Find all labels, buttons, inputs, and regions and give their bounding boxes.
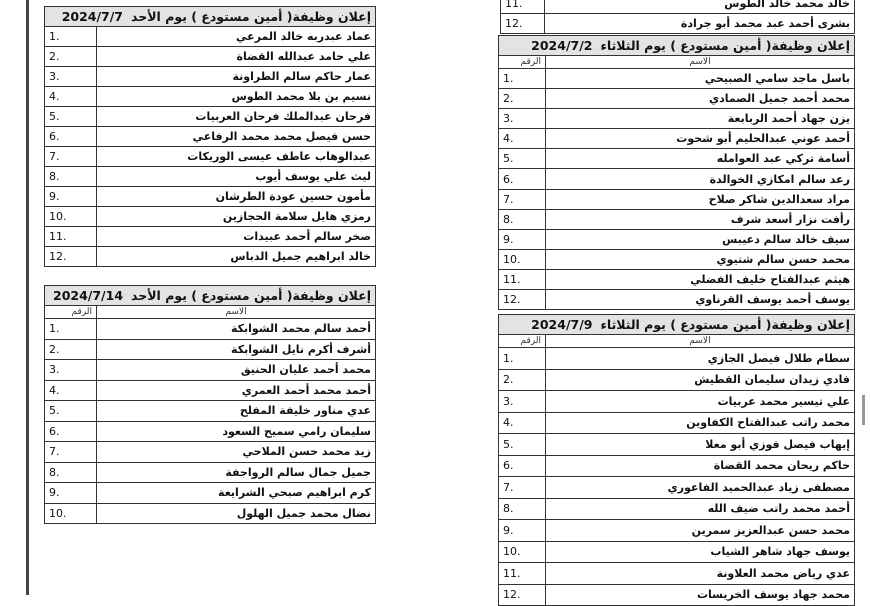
table-row (501, 0, 855, 14)
name-cell: فادي زيدان سليمان القطيش (546, 369, 855, 391)
name-cell: عدي رياض محمد العلاونة (546, 563, 855, 585)
page-right-edge-mark (862, 395, 865, 425)
table-row (499, 229, 855, 249)
name-cell: يوسف أحمد يوسف القرناوي (546, 290, 855, 310)
table-row (45, 319, 376, 340)
table-row (45, 360, 376, 381)
name-cell: نضال محمد جميل الهلول (97, 503, 376, 524)
announcement-table-t1 (44, 6, 376, 267)
name-cell: مأمون حسين عودة الطرشان (97, 187, 376, 207)
name-cell: خالد ابراهيم جميل الدباس (97, 247, 376, 267)
table-title-date: 2024/7/7 (61, 9, 124, 24)
table-row (499, 541, 855, 563)
table-row (45, 247, 376, 267)
num-cell: 1. (45, 319, 97, 340)
num-cell: 6. (499, 169, 546, 189)
num-cell: 11. (499, 563, 546, 585)
num-cell: 7. (45, 147, 97, 167)
name-cell: زيد محمد حسن الملاحي (97, 442, 376, 463)
num-cell: 9. (45, 483, 97, 504)
num-cell: 1. (499, 69, 546, 89)
table-row (45, 147, 376, 167)
table-row (499, 477, 855, 499)
name-cell: أحمد عوني عبدالحليم أبو شحوت (546, 129, 855, 149)
name-cell: إيهاب فيصل فوزي أبو معلا (546, 434, 855, 456)
name-cell: علي تيسير محمد عربيات (546, 391, 855, 413)
num-cell: 7. (499, 477, 546, 499)
name-cell: محمد راتب عبدالفتاح الكفاوين (546, 412, 855, 434)
name-cell: محمد أحمد عليان الحنيق (97, 360, 376, 381)
name-cell: كرم ابراهيم صبحي الشرايعة (97, 483, 376, 504)
table-row (45, 421, 376, 442)
num-cell: 11. (45, 227, 97, 247)
num-cell: 1. (499, 348, 546, 370)
name-cell: عدي مناور خليفة المفلح (97, 401, 376, 422)
num-cell: 8. (499, 209, 546, 229)
announcement-table-t2 (44, 285, 376, 524)
table-title-row (45, 7, 376, 27)
name-cell: محمد حسن عبدالعزيز سمرين (546, 520, 855, 542)
table-row (45, 207, 376, 227)
name-cell: سطام طلال فيصل الجازي (546, 348, 855, 370)
name-cell: أحمد محمد أحمد العمري (97, 380, 376, 401)
announcement-table-t4 (498, 314, 855, 606)
table-title-text: إعلان وظيفة( أمين مستودع ) يوم الأحد (131, 288, 371, 303)
name-cell: محمد أحمد جميل الصمادي (546, 89, 855, 109)
num-cell: 6. (499, 455, 546, 477)
name-cell: سليمان رامي سميح السعود (97, 421, 376, 442)
table-title-text: إعلان وظيفة( أمين مستودع ) يوم الثلاثاء (600, 317, 850, 332)
name-cell: رعد سالم امكازي الخوالدة (546, 169, 855, 189)
partial-table-top (500, 0, 855, 34)
num-cell: 2. (499, 89, 546, 109)
table-row (499, 290, 855, 310)
num-cell: 12. (501, 14, 545, 34)
num-cell: 3. (45, 360, 97, 381)
name-cell: رأفت نزار أسعد شرف (546, 209, 855, 229)
table-row (499, 391, 855, 413)
num-cell: 3. (499, 109, 546, 129)
table-title (45, 7, 376, 27)
number-column-header: الرقم (499, 335, 546, 348)
table-row (45, 339, 376, 360)
name-cell: جميل جمال سالم الرواجفة (97, 462, 376, 483)
name-cell: رمزي هايل سلامة الحجازين (97, 207, 376, 227)
name-cell: محمد جهاد يوسف الخريسات (546, 584, 855, 606)
name-cell: عمار حاكم سالم الطراونة (97, 67, 376, 87)
num-cell: 12. (499, 584, 546, 606)
name-cell: عماد عبدربه خالد المرعي (97, 27, 376, 47)
table-header-row (499, 335, 855, 348)
num-cell: 11. (499, 269, 546, 289)
table-row (499, 69, 855, 89)
table-row (499, 369, 855, 391)
num-cell: 5. (45, 401, 97, 422)
table-title-row (499, 315, 855, 335)
name-column-header: الاسم (546, 335, 855, 348)
num-cell: 7. (45, 442, 97, 463)
table-title-row (499, 36, 855, 56)
name-cell: صخر سالم أحمد عبيدات (97, 227, 376, 247)
num-cell: 7. (499, 189, 546, 209)
name-cell: أسامة تركي عبد العوامله (546, 149, 855, 169)
name-cell: ليث علي يوسف أيوب (97, 167, 376, 187)
table-title (499, 315, 855, 335)
table-title-date: 2024/7/14 (53, 288, 124, 303)
num-cell: 5. (499, 434, 546, 456)
table-row (45, 27, 376, 47)
name-column-header: الاسم (97, 306, 376, 319)
table-header-row (45, 306, 376, 319)
num-cell: 9. (499, 229, 546, 249)
num-cell: 5. (499, 149, 546, 169)
num-cell: 10. (45, 503, 97, 524)
num-cell: 9. (499, 520, 546, 542)
num-cell: 11. (501, 0, 545, 14)
table-row (45, 167, 376, 187)
name-cell: سيف خالد سالم دعيبس (546, 229, 855, 249)
name-cell: فرحان عبدالملك فرحان العربيات (97, 107, 376, 127)
table-title-text: إعلان وظيفة( أمين مستودع ) يوم الثلاثاء (600, 38, 850, 53)
name-cell: حسن فيصل محمد محمد الرفاعي (97, 127, 376, 147)
name-cell: مصطفى زياد عبدالحميد الفاعوري (546, 477, 855, 499)
number-column-header: الرقم (499, 56, 546, 69)
name-cell: باسل ماجد سامي الصبيحي (546, 69, 855, 89)
table-row (45, 462, 376, 483)
table-row (499, 209, 855, 229)
num-cell: 3. (499, 391, 546, 413)
num-cell: 8. (499, 498, 546, 520)
num-cell: 8. (45, 462, 97, 483)
name-cell: علي حامد عبدالله القضاة (97, 47, 376, 67)
name-cell: نسيم بن بلا محمد الطوس (97, 87, 376, 107)
num-cell: 4. (499, 129, 546, 149)
table-title (499, 36, 855, 56)
table-row (45, 67, 376, 87)
num-cell: 4. (499, 412, 546, 434)
num-cell: 12. (45, 247, 97, 267)
table-row (45, 187, 376, 207)
num-cell: 1. (45, 27, 97, 47)
name-cell: مراد سعدالدين شاكر صلاح (546, 189, 855, 209)
table-header-row (499, 56, 855, 69)
num-cell: 5. (45, 107, 97, 127)
name-cell: يوسف جهاد شاهر الشياب (546, 541, 855, 563)
table-title-date: 2024/7/9 (531, 317, 593, 332)
name-cell: أحمد محمد راتب ضيف الله (546, 498, 855, 520)
table-row (499, 109, 855, 129)
table-row (499, 149, 855, 169)
announcement-table-t3 (498, 35, 855, 310)
num-cell: 4. (45, 380, 97, 401)
table-row (499, 129, 855, 149)
table-row (499, 412, 855, 434)
name-column-header: الاسم (546, 56, 855, 69)
num-cell: 12. (499, 290, 546, 310)
page-left-border (26, 0, 29, 595)
table-row (499, 169, 855, 189)
name-cell: بشرى أحمد عبد محمد أبو جرادة (545, 14, 855, 34)
table-row (499, 189, 855, 209)
num-cell: 3. (45, 67, 97, 87)
table-row (499, 563, 855, 585)
name-cell: خالد محمد خالد الطوس (545, 0, 855, 14)
table-title-date: 2024/7/2 (531, 38, 593, 53)
num-cell: 6. (45, 421, 97, 442)
num-cell: 9. (45, 187, 97, 207)
num-cell: 2. (45, 47, 97, 67)
name-cell: أشرف أكرم نايل الشوابكة (97, 339, 376, 360)
name-cell: حاكم ريحان محمد القضاة (546, 455, 855, 477)
table-row (499, 269, 855, 289)
name-cell: عبدالوهاب عاطف عيسى الوريكات (97, 147, 376, 167)
table-row (499, 249, 855, 269)
table-row (45, 87, 376, 107)
num-cell: 8. (45, 167, 97, 187)
table-row (499, 520, 855, 542)
num-cell: 6. (45, 127, 97, 147)
table-row (499, 89, 855, 109)
table-row (45, 483, 376, 504)
table-row (499, 348, 855, 370)
num-cell: 2. (499, 369, 546, 391)
table-row (499, 498, 855, 520)
name-cell: يزن جهاد أحمد الربابعة (546, 109, 855, 129)
table-row (45, 380, 376, 401)
num-cell: 2. (45, 339, 97, 360)
table-row (45, 503, 376, 524)
table-title (45, 286, 376, 306)
table-row (499, 434, 855, 456)
table-row (45, 401, 376, 422)
table-row (45, 127, 376, 147)
num-cell: 10. (45, 207, 97, 227)
num-cell: 10. (499, 541, 546, 563)
number-column-header: الرقم (45, 306, 97, 319)
table-row (45, 107, 376, 127)
num-cell: 4. (45, 87, 97, 107)
name-cell: محمد حسن سالم شتيوي (546, 249, 855, 269)
table-row (45, 47, 376, 67)
table-row (499, 455, 855, 477)
table-row (45, 442, 376, 463)
name-cell: أحمد سالم محمد الشوابكة (97, 319, 376, 340)
table-row (45, 227, 376, 247)
table-row (501, 14, 855, 34)
table-title-text: إعلان وظيفة( أمين مستودع ) يوم الأحد (131, 9, 371, 24)
num-cell: 10. (499, 249, 546, 269)
table-title-row (45, 286, 376, 306)
name-cell: هيثم عبدالفتاح خليف الفضلي (546, 269, 855, 289)
